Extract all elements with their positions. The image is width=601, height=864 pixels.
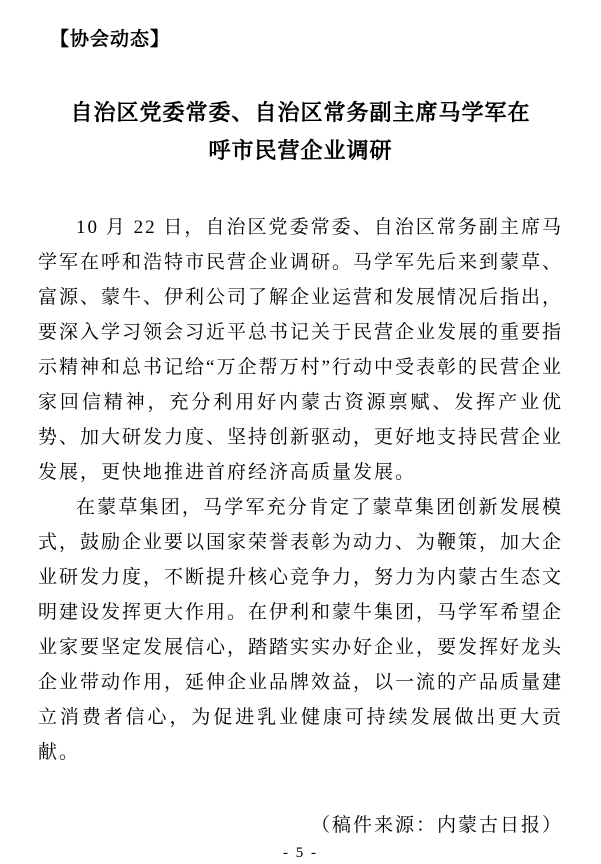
- page-number: - 5 -: [283, 845, 318, 861]
- source-attribution: （稿件来源：内蒙古日报）: [310, 815, 563, 836]
- article-title-line-1: 自治区党委常委、自治区常务副主席马学军在: [70, 100, 531, 125]
- section-header: 【协会动态】: [50, 29, 171, 50]
- article-paragraph-1: 10 月 22 日，自治区党委常委、自治区常务副主席马学军在呼和浩特市民营企业调研。马学军先后来到蒙草、富源、蒙牛、伊利公司了解企业运营和发展情况后指出，要深入学习领会习近平总书记关于民营企业发展的重要指示精神和总书记给“万企帮万村”行动中受表彰的民营企业家回信精神，充分利用好内蒙古资源禀赋、发挥产业优势、加大研发力度、坚持创新驱动，更好地支持民营企业发展，更快地推进首府经济高质量发展。: [38, 217, 564, 483]
- article-title-line-2: 呼市民营企业调研: [208, 138, 393, 163]
- article-body: [38, 210, 563, 843]
- article-title: [38, 94, 563, 170]
- article-paragraph-2: 在蒙草集团，马学军充分肯定了蒙草集团创新发展模式，鼓励企业要以国家荣誉表彰为动力、为鞭策，加大企业研发力度，不断提升核心竞争力，努力为内蒙古生态文明建设发挥更大作用。在伊利和蒙牛集团，马学军希望企业家要坚定发展信心，踏踏实实办好企业，要发挥好龙头企业带动作用，延伸企业品牌效益，以一流的产品质量建立消费者信心，为促进乳业健康可持续发展做出更大贡献。: [38, 497, 564, 763]
